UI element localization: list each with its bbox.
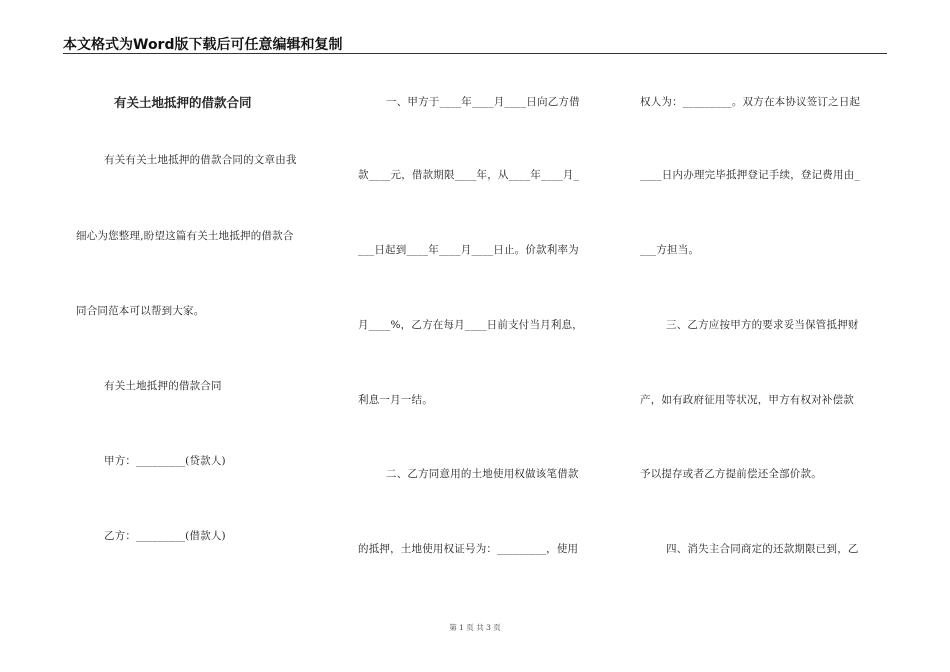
clause-2-line: 的抵押，土地使用权证号为：_________，使用 (358, 543, 579, 555)
clause-1-line: ___日起到____年____月____日止。价款利率为 (358, 244, 579, 256)
clause-3-line: 三、乙方应按甲方的要求妥当保管抵押财 (666, 319, 859, 331)
clause-2-line: 二、乙方同意用的土地使用权做该笔借款 (386, 468, 579, 480)
clause-2-line: ____日内办理完毕抵押登记手续，登记费用由_ (640, 169, 860, 181)
clause-3-line: 予以提存或者乙方提前偿还全部价款。 (640, 468, 822, 480)
document-title: 有关土地抵押的借款合同 (114, 95, 252, 110)
clause-1-line: 利息一月一结。 (358, 394, 433, 406)
text-column-3 (640, 0, 890, 672)
clause-2-line: 权人为：_________。双方在本协议签订之日起 (640, 96, 861, 108)
clause-1-line: 一、甲方于____年____月____日向乙方借 (386, 96, 580, 108)
clause-3-line: 产，如有政府征用等状况，甲方有权对补偿款 (640, 394, 854, 406)
party-a-line: 甲方：_________(贷款人) (104, 455, 226, 467)
text-column-1 (76, 0, 326, 672)
section-heading: 有关土地抵押的借款合同 (104, 380, 222, 392)
party-b-line: 乙方：_________(借款人) (104, 530, 226, 542)
clause-1-line: 月____%，乙方在每月____日前支付当月利息， (358, 319, 583, 331)
clause-1-line: 款____元，借款期限____年，从____年____月_ (358, 169, 580, 181)
paragraph-line: 同合同范本可以帮到大家。 (76, 305, 205, 317)
clause-4-line: 四、消失主合同商定的还款期限已到，乙 (666, 543, 859, 555)
clause-2-line: ___方担当。 (640, 244, 700, 256)
paragraph-line: 有关有关土地抵押的借款合同的文章由我 (104, 154, 297, 166)
text-column-2 (358, 0, 608, 672)
paragraph-line: 细心为您整理,盼望这篇有关土地抵押的借款合 (76, 230, 294, 242)
page-number: 第 1 页 共 3 页 (449, 623, 501, 632)
document-banner: 本文格式为Word版下载后可任意编辑和复制 (63, 37, 343, 53)
